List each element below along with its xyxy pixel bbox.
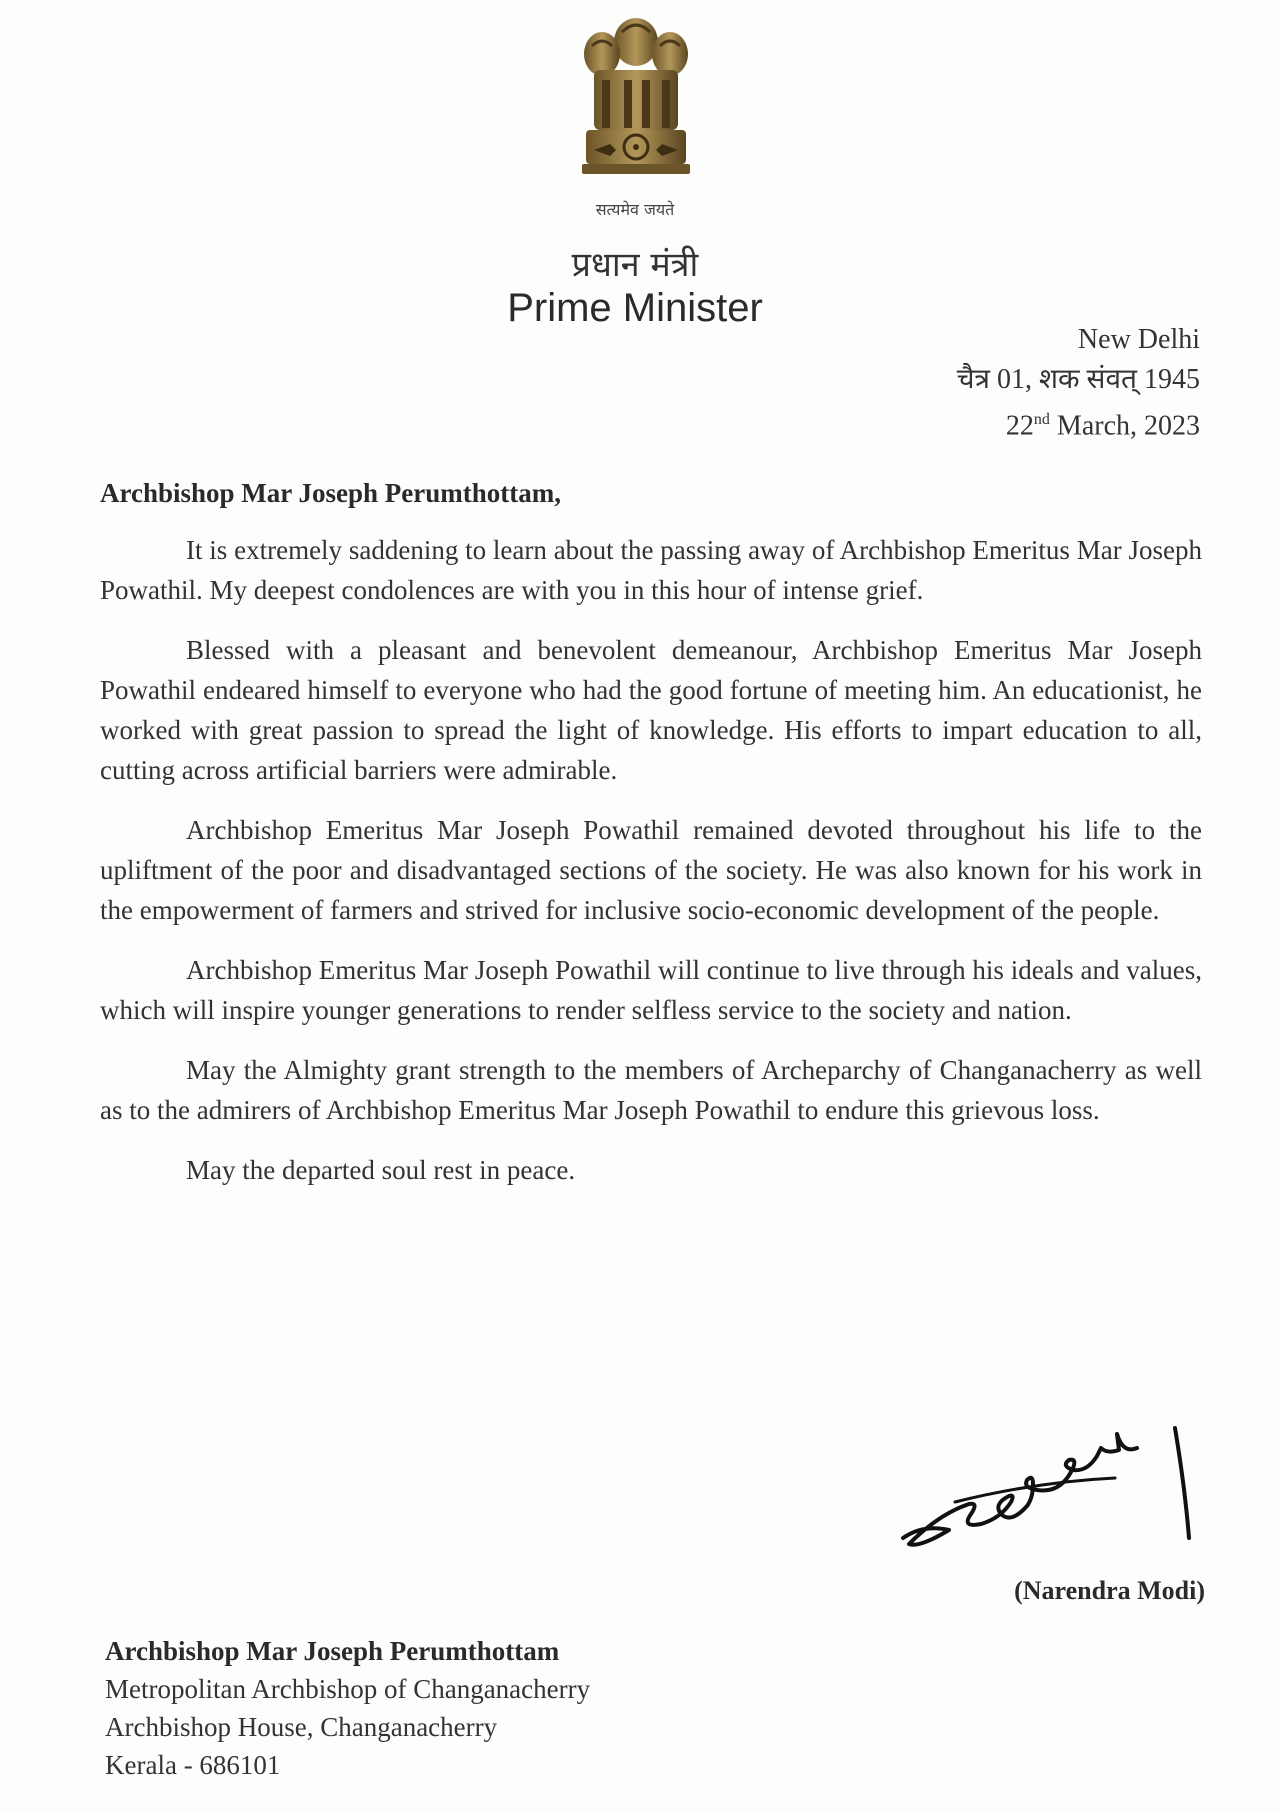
handwritten-signature — [895, 1410, 1205, 1560]
address-name: Archbishop Mar Joseph Perumthottam — [105, 1636, 560, 1666]
place-date-block — [957, 320, 1200, 446]
paragraph: It is extremely saddening to learn about the passing away of Archbishop Emeritus Mar Joseph Powathil. My deepest condolences are with you in this hour of intense grief. — [100, 535, 1202, 605]
address-line: Metropolitan Archbishop of Changanacherry — [105, 1674, 591, 1704]
recipient-address — [105, 1632, 590, 1784]
national-emblem-icon — [572, 10, 700, 190]
letter-body — [100, 530, 1202, 1210]
paragraph: May the departed soul rest in peace. — [186, 1155, 576, 1185]
hindi-date: चैत्र 01, शक संवत् 1945 — [956, 364, 1200, 395]
paragraph: Archbishop Emeritus Mar Joseph Powathil will continue to live through his ideals and values, which will inspire younger generations to render selfless service to the society and nation. — [100, 955, 1202, 1025]
salutation: Archbishop Mar Joseph Perumthottam, — [100, 478, 562, 508]
date-suffix: nd — [1033, 411, 1050, 428]
paragraph: Blessed with a pleasant and benevolent demeanour, Archbishop Emeritus Mar Joseph Powathil endeared himself to everyone who had the good fortune of meeting him. An educationist, he worked with great passion to spread the light of knowledge. His efforts to impart education to all, cutting across artificial barriers were admirable. — [100, 635, 1202, 785]
paragraph: May the Almighty grant strength to the members of Archeparchy of Changanacherry as well as to the admirers of Archbishop Emeritus Mar Joseph Powathil to endure this grievous loss. — [100, 1055, 1202, 1125]
emblem-motto: सत्यमेव जयते — [595, 200, 675, 219]
paragraph: Archbishop Emeritus Mar Joseph Powathil remained devoted throughout his life to the upliftment of the poor and disadvantaged sections of the society. He was also known for his work in the empowerment of farmers and strived for inclusive socio-economic development of the people. — [100, 815, 1202, 925]
date-day: 22 — [1005, 410, 1034, 442]
title-hindi: प्रधान मंत्री — [571, 245, 699, 285]
date-rest: March, 2023 — [1049, 410, 1200, 442]
signatory-name: (Narendra Modi) — [1014, 1576, 1205, 1605]
address-line: Kerala - 686101 — [105, 1750, 281, 1780]
title-english: Prime Minister — [507, 286, 763, 330]
place: New Delhi — [1077, 324, 1200, 355]
english-date — [957, 400, 1200, 446]
address-line: Archbishop House, Changanacherry — [105, 1712, 498, 1742]
